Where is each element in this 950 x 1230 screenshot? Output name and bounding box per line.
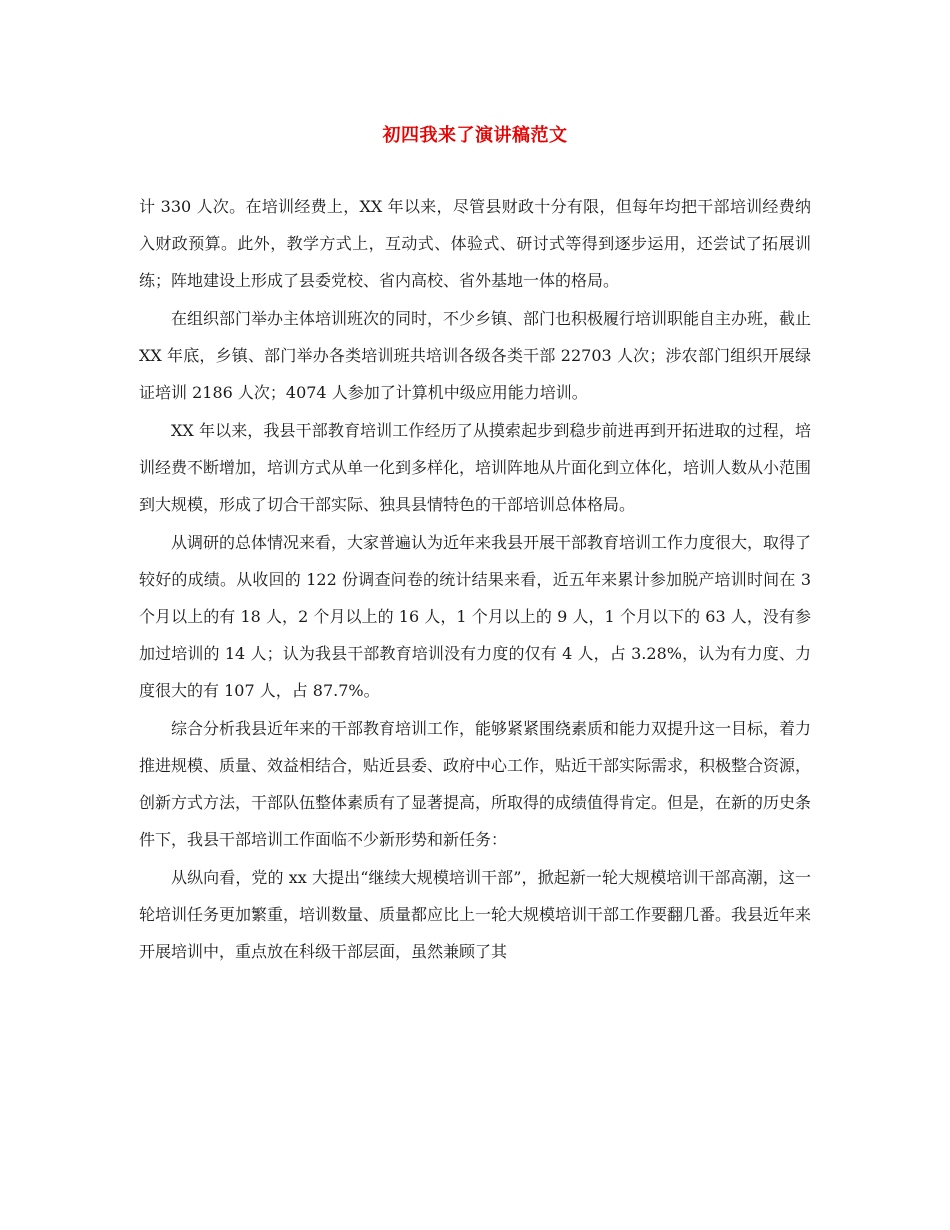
paragraph-4: 从调研的总体情况来看，大家普遍认为近年来我县开展干部教育培训工作力度很大，取得了较好的成绩。从收回的 122 份调查问卷的统计结果来看，近五年来累计参加脱产培训时间在 3 个月以上的有 18 人，2 个月以上的 16 人，1 个月以上的 9 人，1 个月以下的 63 人，没有参加过培训的 14 人；认为我县干部教育培训没有力度的仅有 4 人，占 3.28%，认为有力度、力度很大的有 107 人，占 87.7%。: [139, 533, 812, 700]
paragraph-5: 综合分析我县近年来的干部教育培训工作，能够紧紧围绕素质和能力双提升这一目标，着力推进规模、质量、效益相结合，贴近县委、政府中心工作，贴近干部实际需求，积极整合资源，创新方式方法，干部队伍整体素质有了显著提高，所取得的成绩值得肯定。但是，在新的历史条件下，我县干部培训工作面临不少新形势和新任务：: [139, 719, 812, 849]
paragraph-6: 从纵向看，党的 xx 大提出“继续大规模培训干部”，掀起新一轮大规模培训干部高潮，这一轮培训任务更加繁重，培训数量、质量都应比上一轮大规模培训干部工作要翻几番。我县近年来开展培训中，重点放在科级干部层面，虽然兼顾了其: [139, 868, 812, 961]
paragraph-2: 在组织部门举办主体培训班次的同时，不少乡镇、部门也积极履行培训职能自主办班，截止 XX 年底，乡镇、部门举办各类培训班共培训各级各类干部 22703 人次；涉农部门组织开展绿证培训 2186 人次；4074 人参加了计算机中级应用能力培训。: [139, 309, 812, 402]
document-body: [139, 188, 811, 971]
paragraph-1: 计 330 人次。在培训经费上，XX 年以来，尽管县财政十分有限，但每年均把干部培训经费纳入财政预算。此外，教学方式上，互动式、体验式、研讨式等得到逐步运用，还尝试了拓展训练；阵地建设上形成了县委党校、省内高校、省外基地一体的格局。: [139, 197, 811, 290]
paragraph-3: XX 年以来，我县干部教育培训工作经历了从摸索起步到稳步前进再到开拓进取的过程，培训经费不断增加，培训方式从单一化到多样化，培训阵地从片面化到立体化，培训人数从小范围到大规模，形成了切合干部实际、独具县情特色的干部培训总体格局。: [139, 421, 812, 514]
document-title: 初四我来了演讲稿范文: [382, 125, 568, 146]
